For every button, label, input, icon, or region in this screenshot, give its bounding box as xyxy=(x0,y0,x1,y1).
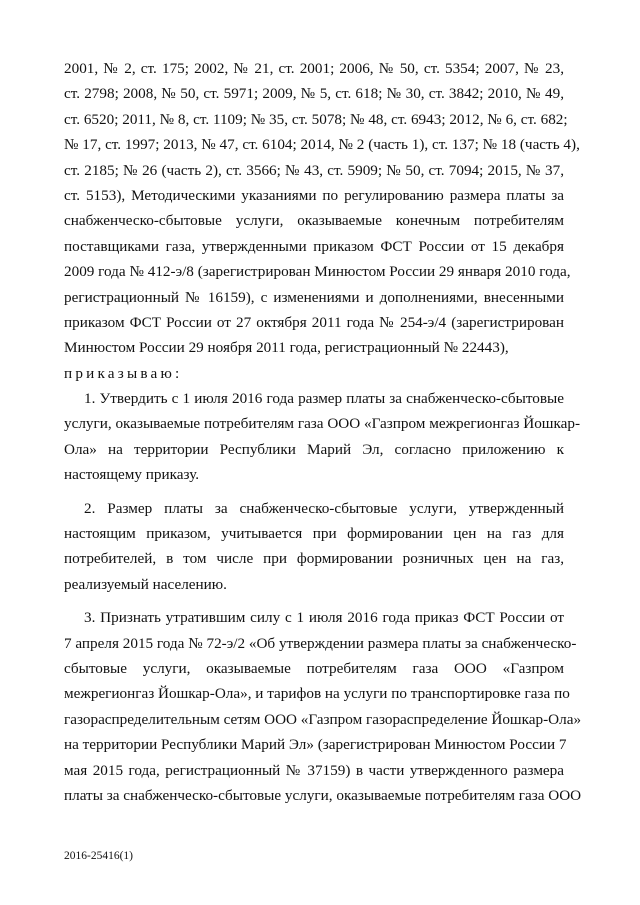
text-line: газораспределительным сетям ООО «Газпром газораспределение Йошкар-Ола» xyxy=(64,710,582,728)
text-line: ст. 6520; 2011, № 8, ст. 1109; № 35, ст. 5078; № 48, ст. 6943; 2012, № 6, ст. 682; xyxy=(64,110,568,128)
text-line: 2001, № 2, ст. 175; 2002, № 21, ст. 2001; 2006, № 50, ст. 5354; 2007, № 23, xyxy=(64,60,564,77)
text-line: настоящим приказом, учитывается при формировании цен на газ для xyxy=(64,525,564,543)
text-line: услуги, оказываемые потребителям газа ООО «Газпром межрегионгаз Йошкар- xyxy=(64,415,581,433)
text-line: регистрационный № 16159), с изменениями и дополнениями, внесенными xyxy=(64,288,564,306)
paragraph-gap xyxy=(64,597,564,605)
text-line: 2009 года № 412-э/8 (зарегистрирован Минюстом России 29 января 2010 года, xyxy=(64,263,571,281)
text-line: Минюстом России 29 ноября 2011 года, регистрационный № 22443), xyxy=(64,339,509,357)
text-line: 2. Размер платы за снабженческо-сбытовые услуги, утвержденный xyxy=(84,499,564,517)
item-2-paragraph xyxy=(64,496,564,598)
order-word: приказываю: xyxy=(64,364,183,382)
text-line: платы за снабженческо-сбытовые услуги, оказываемые потребителям газа ООО xyxy=(64,786,582,804)
intro-paragraph xyxy=(64,56,580,361)
text-line: 3. Признать утратившим силу с 1 июля 2016 года приказ ФСТ России от xyxy=(84,609,564,627)
text-line: 1. Утвердить с 1 июля 2016 года размер платы за снабженческо-сбытовые xyxy=(84,390,564,408)
text-line: приказом ФСТ России от 27 октября 2011 года № 254-э/4 (зарегистрирован xyxy=(64,313,564,331)
text-line: Ола» на территории Республики Марий Эл, согласно приложению к xyxy=(64,440,564,458)
document-body xyxy=(64,56,582,808)
document-code-footer: 2016-25416(1) xyxy=(64,850,133,862)
text-line: настоящему приказу. xyxy=(64,466,200,484)
text-line: сбытовые услуги, оказываемые потребителям газа ООО «Газпром xyxy=(64,659,564,677)
paragraph-gap xyxy=(64,488,564,496)
text-line: 7 апреля 2015 года № 72-э/2 «Об утверждении размера платы за снабженческо- xyxy=(64,634,577,652)
text-line: потребителей, в том числе при формировании розничных цен на газ, xyxy=(64,550,564,568)
text-line: поставщиками газа, утвержденными приказом ФСТ России от 15 декабря xyxy=(64,237,564,255)
text-line: ст. 2798; 2008, № 50, ст. 5971; 2009, № 5, ст. 618; № 30, ст. 3842; 2010, № 49, xyxy=(64,85,564,103)
text-line: ст. 2185; № 26 (часть 2), ст. 3566; № 43, ст. 5909; № 50, ст. 7094; 2015, № 37, xyxy=(64,161,564,179)
text-line: реализуемый населению. xyxy=(64,575,227,593)
text-line: снабженческо-сбытовые услуги, оказываемые конечным потребителям xyxy=(64,212,564,230)
text-line: ст. 5153), Методическими указаниями по регулированию размера платы за xyxy=(64,186,564,204)
text-line: на территории Республики Марий Эл» (зарегистрирован Минюстом России 7 xyxy=(64,736,567,754)
text-line: № 17, ст. 1997; 2013, № 47, ст. 6104; 2014, № 2 (часть 1), ст. 137; № 18 (часть 4), xyxy=(64,136,580,154)
text-line: межрегионгаз Йошкар-Ола», и тарифов на услуги по транспортировке газа по xyxy=(64,685,570,703)
item-3-paragraph xyxy=(64,605,582,808)
text-line: мая 2015 года, регистрационный № 37159) в части утвержденного размера xyxy=(64,761,564,779)
item-1-paragraph xyxy=(64,386,581,488)
